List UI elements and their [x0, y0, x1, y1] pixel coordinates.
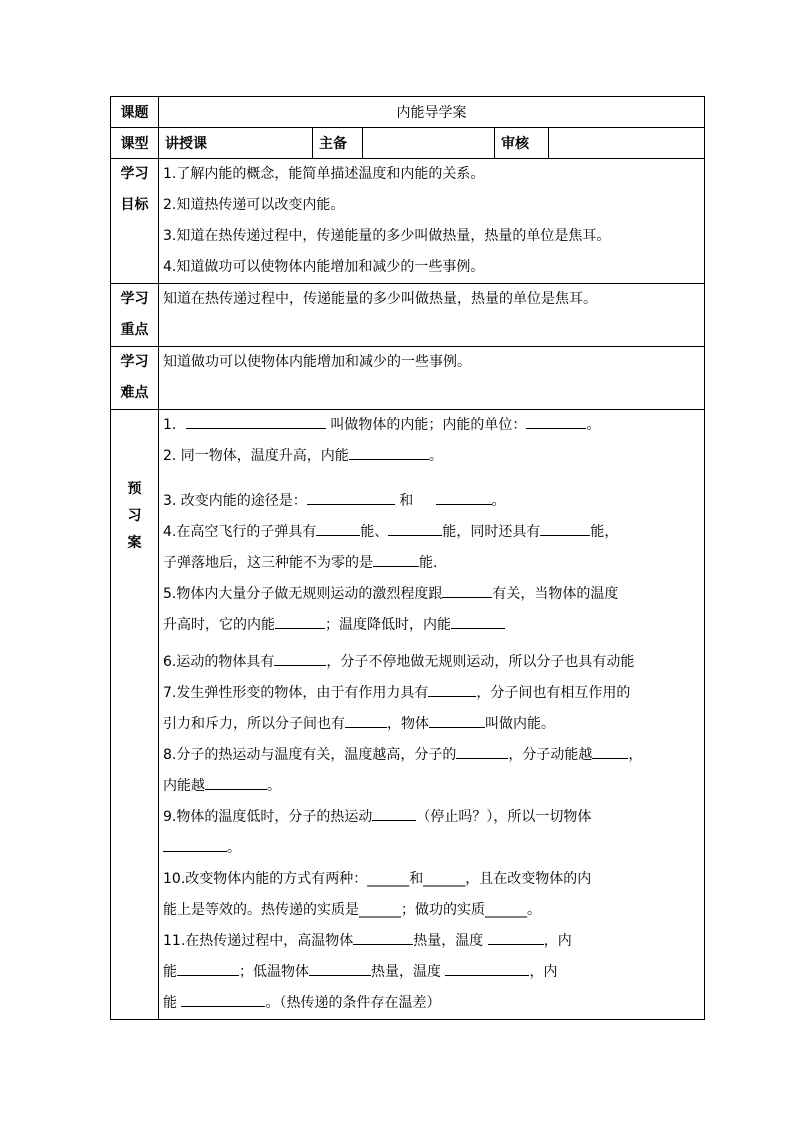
q11-text: 热量，温度	[413, 933, 484, 949]
question-2	[163, 441, 700, 472]
answer-blank[interactable]	[372, 806, 416, 821]
answer-blank[interactable]	[451, 614, 505, 629]
answer-blank[interactable]	[388, 521, 442, 536]
objective-item: 3.知道在热传递过程中，传递能量的多少叫做热量，热量的单位是焦耳。	[163, 228, 611, 244]
review-value[interactable]	[549, 128, 705, 159]
q7-text: 7.发生弹性形变的物体，由于有作用力具有	[163, 685, 429, 701]
answer-blank[interactable]	[429, 713, 485, 728]
lesson-type-row	[111, 128, 705, 159]
lead-label: 主备	[313, 128, 363, 159]
answer-blank[interactable]: ______	[367, 871, 410, 887]
q8-text: ，	[628, 747, 643, 763]
study-guide-table	[110, 96, 705, 1020]
question-10-cont	[163, 895, 700, 926]
answer-blank[interactable]	[428, 682, 476, 697]
question-5	[163, 579, 700, 610]
answer-blank[interactable]	[163, 837, 227, 852]
answer-blank[interactable]	[307, 490, 395, 505]
preview-row	[111, 410, 705, 1020]
q4-text: 能.	[419, 555, 438, 571]
q6-text: ，分子不停地做无规则运动，所以分子也具有动能	[326, 654, 635, 670]
question-11-cont2	[163, 988, 700, 1019]
q7-text: 引力和斥力，所以分子间也有	[163, 716, 345, 732]
question-8-cont	[163, 771, 700, 802]
preview-content	[159, 410, 705, 1020]
answer-blank[interactable]: ______	[485, 902, 527, 918]
q10-text: ；做功的实质	[401, 902, 485, 918]
q11-text: 热量，温度	[371, 964, 441, 980]
answer-blank[interactable]	[177, 961, 239, 976]
q4-text: 子弹落地后，这三种能不为零的是	[163, 555, 373, 571]
difficulty-text: 知道做功可以使物体内能增加和减少的一些事例。	[163, 354, 471, 370]
answer-blank[interactable]	[436, 490, 492, 505]
question-7-cont	[163, 709, 700, 740]
lesson-type-value: 讲授课	[159, 128, 313, 159]
answer-blank[interactable]: ______	[359, 902, 401, 918]
question-6	[163, 647, 700, 678]
focus-label-line1: 学习	[120, 291, 149, 307]
q4-text: 能、	[360, 524, 389, 540]
q11-text: 11.在热传递过程中，高温物体	[163, 933, 354, 949]
q3-text: 和	[399, 493, 414, 509]
q5-text: ；温度降低时，内能	[325, 617, 451, 633]
question-9-cont	[163, 833, 700, 864]
q9-text: 9.物体的温度低时，分子的热运动	[163, 809, 373, 825]
title-row	[111, 97, 705, 128]
answer-blank[interactable]	[205, 775, 267, 790]
topic-label: 课题	[111, 97, 159, 128]
answer-blank[interactable]	[373, 552, 419, 567]
answer-blank[interactable]	[349, 445, 429, 460]
answer-blank[interactable]	[309, 961, 371, 976]
q11-text: ，内	[543, 933, 572, 949]
q9-text: （停止吗？），所以一切物体	[416, 809, 592, 825]
q7-text: ，分子间也有相互作用的	[476, 685, 631, 701]
answer-blank[interactable]	[488, 930, 544, 945]
q3-text: 3. 改变内能的途径是：	[163, 493, 307, 509]
lead-value[interactable]	[363, 128, 495, 159]
q10-text: ，且在改变物体的内	[465, 871, 592, 887]
question-7	[163, 678, 700, 709]
focus-content	[159, 284, 705, 347]
q5-text: 升高时，它的内能	[163, 617, 275, 633]
q4-text: 4.在高空飞行的子弹具有	[163, 524, 317, 540]
q8-text: 8.分子的热运动与温度有关，温度越高，分子的	[163, 747, 457, 763]
q1-text: 1．	[163, 417, 186, 433]
q11-text: ，内	[529, 964, 558, 980]
answer-blank[interactable]	[353, 930, 413, 945]
preview-label-line3: 案	[127, 535, 142, 551]
answer-blank[interactable]	[274, 651, 326, 666]
q8-text: 内能越	[163, 778, 205, 794]
q11-text: ；低温物体	[239, 964, 309, 980]
answer-blank[interactable]	[445, 961, 529, 976]
difficulty-content	[159, 347, 705, 410]
preview-label-line1: 预	[127, 481, 142, 497]
q2-text: 。	[428, 448, 443, 464]
q9-text: 。	[227, 840, 241, 856]
focus-row	[111, 284, 705, 347]
q5-text: 有关，当物体的温度	[492, 586, 619, 602]
q11-text: 能	[163, 964, 177, 980]
question-3	[163, 486, 700, 517]
objectives-label	[111, 159, 159, 284]
q1-text: 。	[586, 417, 601, 433]
question-10	[163, 864, 700, 895]
page-title: 内能导学案	[159, 97, 705, 128]
preview-label	[111, 410, 159, 1020]
question-11-cont	[163, 957, 700, 988]
focus-text: 知道在热传递过程中，传递能量的多少叫做热量，热量的单位是焦耳。	[163, 291, 597, 307]
q11-text: 能	[163, 995, 177, 1011]
q8-text: 。	[267, 778, 281, 794]
objective-item: 2.知道热传递可以改变内能。	[163, 197, 345, 213]
difficulty-label	[111, 347, 159, 410]
answer-blank[interactable]: ______	[423, 871, 466, 887]
q6-text: 6.运动的物体具有	[163, 654, 275, 670]
review-label: 审核	[495, 128, 549, 159]
difficulty-label-line2: 难点	[120, 385, 149, 401]
q10-text: 和	[409, 871, 424, 887]
question-1	[163, 410, 700, 441]
q4-text: 能，	[590, 524, 619, 540]
answer-blank[interactable]	[442, 583, 492, 598]
objective-item: 4.知道做功可以使物体内能增加和减少的一些事例。	[163, 259, 485, 275]
q2-text: 2. 同一物体，温度升高，内能	[163, 448, 349, 464]
q7-text: 叫做内能。	[485, 716, 555, 732]
focus-label	[111, 284, 159, 347]
answer-blank[interactable]	[456, 744, 508, 759]
difficulty-label-line1: 学习	[120, 354, 149, 370]
answer-blank[interactable]	[181, 992, 265, 1007]
question-4-cont	[163, 548, 700, 579]
answer-blank[interactable]	[592, 744, 628, 759]
q1-text: 叫做物体的内能；内能的单位：	[330, 417, 527, 433]
answer-blank[interactable]	[316, 521, 360, 536]
focus-label-line2: 重点	[120, 322, 149, 338]
answer-blank[interactable]	[526, 414, 586, 429]
objective-item: 1.了解内能的概念，能简单描述温度和内能的关系。	[163, 166, 485, 182]
preview-label-line2: 习	[127, 508, 142, 524]
q4-text: 能，同时还具有	[442, 524, 541, 540]
answer-blank[interactable]	[275, 614, 325, 629]
objectives-label-line1: 学习	[120, 166, 149, 182]
q11-text: 。（热传递的条件存在温差）	[265, 995, 441, 1011]
question-4	[163, 517, 700, 548]
objectives-label-line2: 目标	[120, 197, 149, 213]
answer-blank[interactable]	[345, 713, 387, 728]
q10-text: 。	[527, 902, 541, 918]
q7-text: ，物体	[387, 716, 429, 732]
question-11	[163, 926, 700, 957]
objectives-content	[159, 159, 705, 284]
q3-text: 。	[491, 493, 506, 509]
question-5-cont	[163, 610, 700, 641]
objectives-row	[111, 159, 705, 284]
question-8	[163, 740, 700, 771]
difficulty-row	[111, 347, 705, 410]
question-9	[163, 802, 700, 833]
q10-text: 10.改变物体内能的方式有两种：	[163, 871, 368, 887]
q5-text: 5.物体内大量分子做无规则运动的激烈程度跟	[163, 586, 443, 602]
lesson-type-label: 课型	[111, 128, 159, 159]
answer-blank[interactable]	[186, 414, 326, 429]
q10-text: 能上是等效的。热传递的实质是	[163, 902, 359, 918]
answer-blank[interactable]	[540, 521, 590, 536]
q8-text: ，分子动能越	[508, 747, 593, 763]
